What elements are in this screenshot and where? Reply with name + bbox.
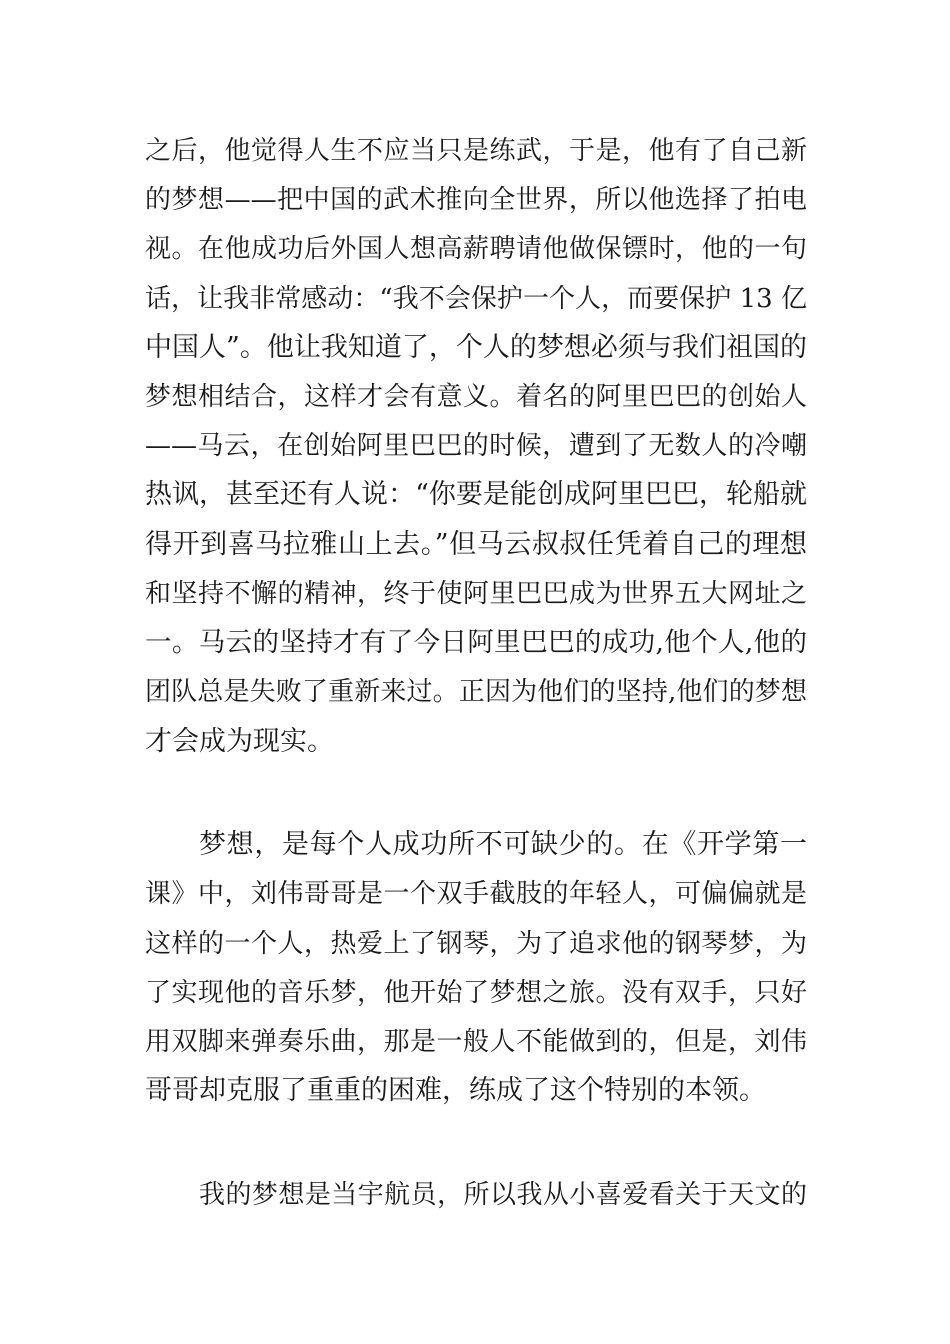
paragraph-3-line-1: 我的梦想是当宇航员，所以我从小喜爱看关于天文的 <box>199 1180 807 1210</box>
paragraph-2-line-2: 课》中，刘伟哥哥是一个双手截肢的年轻人，可偏偏就是 <box>145 879 807 909</box>
paragraph-1-line-12: 团队总是失败了重新来过。正因为他们的坚持,他们的梦想 <box>145 677 807 707</box>
paragraph-2-line-4: 了实现他的音乐梦，他开始了梦想之旅。没有双手，只好 <box>145 978 807 1008</box>
paragraph-1-line-11: 一。马云的坚持才有了今日阿里巴巴的成功,他个人,他的 <box>145 627 807 658</box>
paragraph-2-line-6: 哥哥却克服了重重的困难，练成了这个特别的本领。 <box>145 1075 766 1106</box>
paragraph-1-line-1: 之后，他觉得人生不应当只是练武，于是，他有了自己新 <box>145 136 807 166</box>
paragraph-1-line-3: 视。在他成功后外国人想高薪聘请他做保镖时，他的一句 <box>145 234 807 264</box>
paragraph-1-line-8: 热讽，甚至还有人说：“你要是能创成阿里巴巴，轮船就 <box>145 479 807 510</box>
paragraph-1-line-6: 梦想相结合，这样才会有意义。着名的阿里巴巴的创始人 <box>145 382 807 412</box>
paragraph-2-line-3: 这样的一个人，热爱上了钢琴，为了追求他的钢琴梦，为 <box>145 929 807 959</box>
paragraph-1-line-7: ——马云，在创始阿里巴巴的时候，遭到了无数人的冷嘲 <box>145 431 807 461</box>
paragraph-1-line-13: 才会成为现实。 <box>145 726 334 757</box>
paragraph-1-line-2: 的梦想——把中国的武术推向全世界，所以他选择了拍电 <box>145 185 807 215</box>
paragraph-1-line-9: 得开到喜马拉雅山上去。”但马云叔叔任凭着自己的理想 <box>145 529 807 560</box>
paragraph-2-line-5: 用双脚来弹奏乐曲，那是一般人不能做到的，但是，刘伟 <box>145 1027 807 1057</box>
paragraph-1-line-10: 和坚持不懈的精神，终于使阿里巴巴成为世界五大网址之 <box>145 579 807 609</box>
paragraph-2-line-1: 梦想，是每个人成功所不可缺少的。在《开学第一 <box>199 829 807 860</box>
paragraph-1-line-5: 中国人”。他让我知道了，个人的梦想必须与我们祖国的 <box>145 332 807 363</box>
paragraph-1-line-4: 话，让我非常感动：“我不会保护一个人，而要保护 13 亿 <box>145 284 807 314</box>
